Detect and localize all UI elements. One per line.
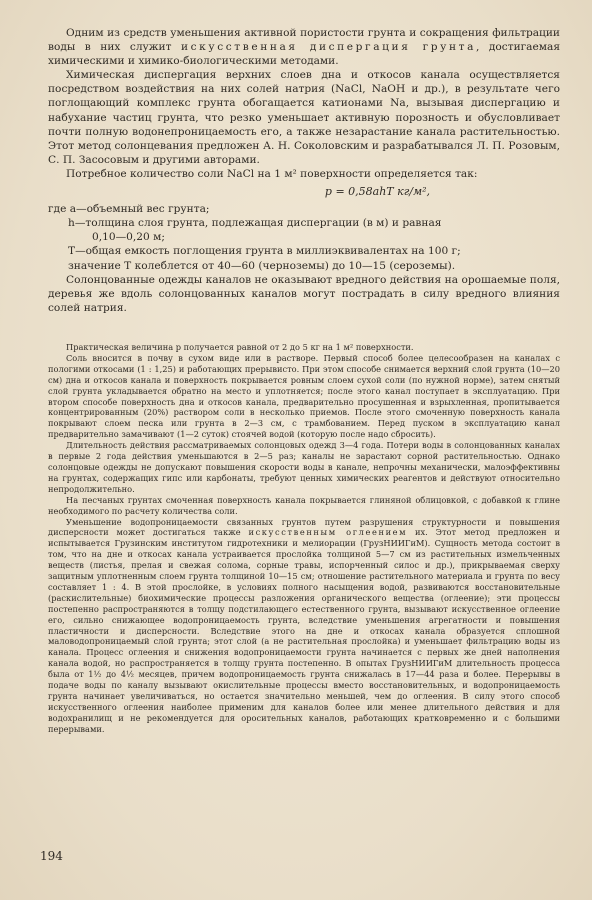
definition-t-continued: значение T колеблется от 40—60 (черноземы) до 10—15 (сероземы). [68,259,456,272]
small-paragraph-2: Соль вносится в почву в сухом виде или в растворе. Первый способ более целесообразен на каналах с пологими откосами (1 : 1,25) и работающих прерывисто. При этом способе снимается верхний слой грунта (10—20 см) дна и откосов канала и поверхность покрывается ровным слоем сухой соли (по нужной норме), затем снятый слой грунта укладывается обратно на место и уплотняется; после этого канал поступает в эксплуатацию. При втором способе поверхность дна и откосов канала, предварительно просушенная и взрыхленная, пропитывается концентрированным (20%) раствором соли в несколько приемов. После этого смоченную поверхность канала покрывают слоем песка или грунта в 2—3 см, с трамбованием. Перед пуском в эксплуатацию канал предварительно замачивают (1—2 суток) стоячей водой (которую после надо сбросить). [48,352,560,440]
small-paragraph-3: Длительность действия рассматриваемых солонцовых одежд 3—4 года. Потери воды в солонцованных каналах в первые 2 года действия уменьшаются в 2—5 раз; каналы не зарастают сорной растительностью. Однако солонцовые одежды не допускают повышения скорости воды в канале, непрочны механически, малоэффективны на грунтах, содержащих гипс или карбонаты, требуют ценных химических реагентов и действуют относительно непродолжительно. [48,440,560,494]
small-paragraph-5-text: Уменьшение водопроницаемости связанных грунтов путем разрушения структурности и повышения дисперсности может достигаться также [48,516,560,538]
paragraph-1 [48,26,560,68]
main-text-block [48,26,560,315]
spaced-term-gleying: искусственным оглеением [248,527,408,538]
definitions [48,202,560,272]
paragraph-1-end: , достигаемая химическими и химико-биологическими методами. [48,41,561,68]
paragraph-3: Потребное количество соли NaCl на 1 м² поверхности определяется так: [66,167,478,180]
formula: p = 0,58ahT кг/м², [324,185,430,199]
small-paragraph-5-end: их. Этот метод предложен и испытывается Грузинским институтом гидротехники и мелиорации (ГрузНИИГиМ). Сущность метода состоит в том, что на дне и откосах канала устраивается прослойка толщиной 5—7 см из растительных измельченных веществ (листья, прелая и свежая солома, сорные травы, испорченный силос и др.), прикрываемая сверху защитным уплотненным слоем грунта толщиной 10—15 см; отношение растительного материала и грунта по весу составляет 1 : 4. В этой прослойке, в условиях полного насыщения водой, развиваются восстановительные (раскислительные) биохимические процессы разложения органического вещества (оглеение); эти процессы постепенно распространяются в толщу подстилающего естественного грунта, вызывают искусственное оглеение его, сильно снижающее водопроницаемость грунта, вследствие уменьшения агрегатности и повышения пластичности и дисперсности. Вследствие этого на дне и откосах канала образуется сплошной маловодопроницаемый слой грунта; этот слой (а не растительная прослойка) и уменьшает фильтрацию воды из канала. Процесс оглеения и снижения водопроницаемости грунта начинается с первых же дней наполнения канала водой, но распространяется в толщу грунта постепенно. В опытах ГрузНИИГиМ длительность процесса была от 1½ до 4½ месяцев, причем водопроницаемость грунта снижалась в 17—44 раза и более. Перерывы в подаче воды по каналу вызывают окислительные процессы вместо восстановительных, и водопроницаемость грунта начинает увеличиваться, но остается значительно меньшей, чем до оглеения. В силу этого способ искусственного оглеения наиболее применим для каналов более или менее длительного действия и для водохранилищ и не рекомендуется для оросительных каналов, работающих кратковременно и с большими перерывами. [48,527,560,734]
small-paragraph-5 [48,517,560,735]
page-number: 194 [40,849,63,863]
spaced-term-dispergation: искусственная диспергация грунта [180,41,476,54]
small-print-block [48,342,560,735]
small-paragraph-4: На песчаных грунтах смоченная поверхность канала покрывается глиняной облицовкой, с добавкой к глине необходимого по расчету количества соли. [48,494,560,516]
paragraph-4: Солонцованные одежды каналов не оказывают вредного действия на орошаемые поля, деревья же вдоль солонцованных каналов могут пострадать в силу вредного влияния солей натрия. [48,273,560,314]
definition-t: T—общая емкость поглощения грунта в миллиэквивалентах на 100 г; [68,245,461,258]
definition-a: где a—объемный вес грунта; [48,203,210,216]
paragraph-2: Химическая диспергация верхних слоев дна и откосов канала осуществляется посредством воздействия на них солей натрия (NaCl, NaOH и др.), в результате чего поглощающий комплекс грунта обогащается катионами Na, вызывая диспергацию и набухание частиц грунта, что резко уменьшает активную порозность и обусловливает почти полную водонепроницаемость его, а также незарастание канала растительностью. Этот метод солонцевания предложен А. Н. Соколовским и разрабатывался Л. П. Розовым, С. П. Засосовым и другими авторами. [48,69,560,166]
paragraph-1-text: Одним из средств уменьшения активной пористости грунта и сокращения фильтрации воды в них служит [48,27,560,54]
definition-h: h—толщина слоя грунта, подлежащая диспергации (в м) и равная [68,217,442,230]
small-paragraph-1: Практическая величина p получается равной от 2 до 5 кг на 1 м² поверхности. [66,342,414,352]
definition-h-continued: 0,10—0,20 м; [92,231,165,244]
